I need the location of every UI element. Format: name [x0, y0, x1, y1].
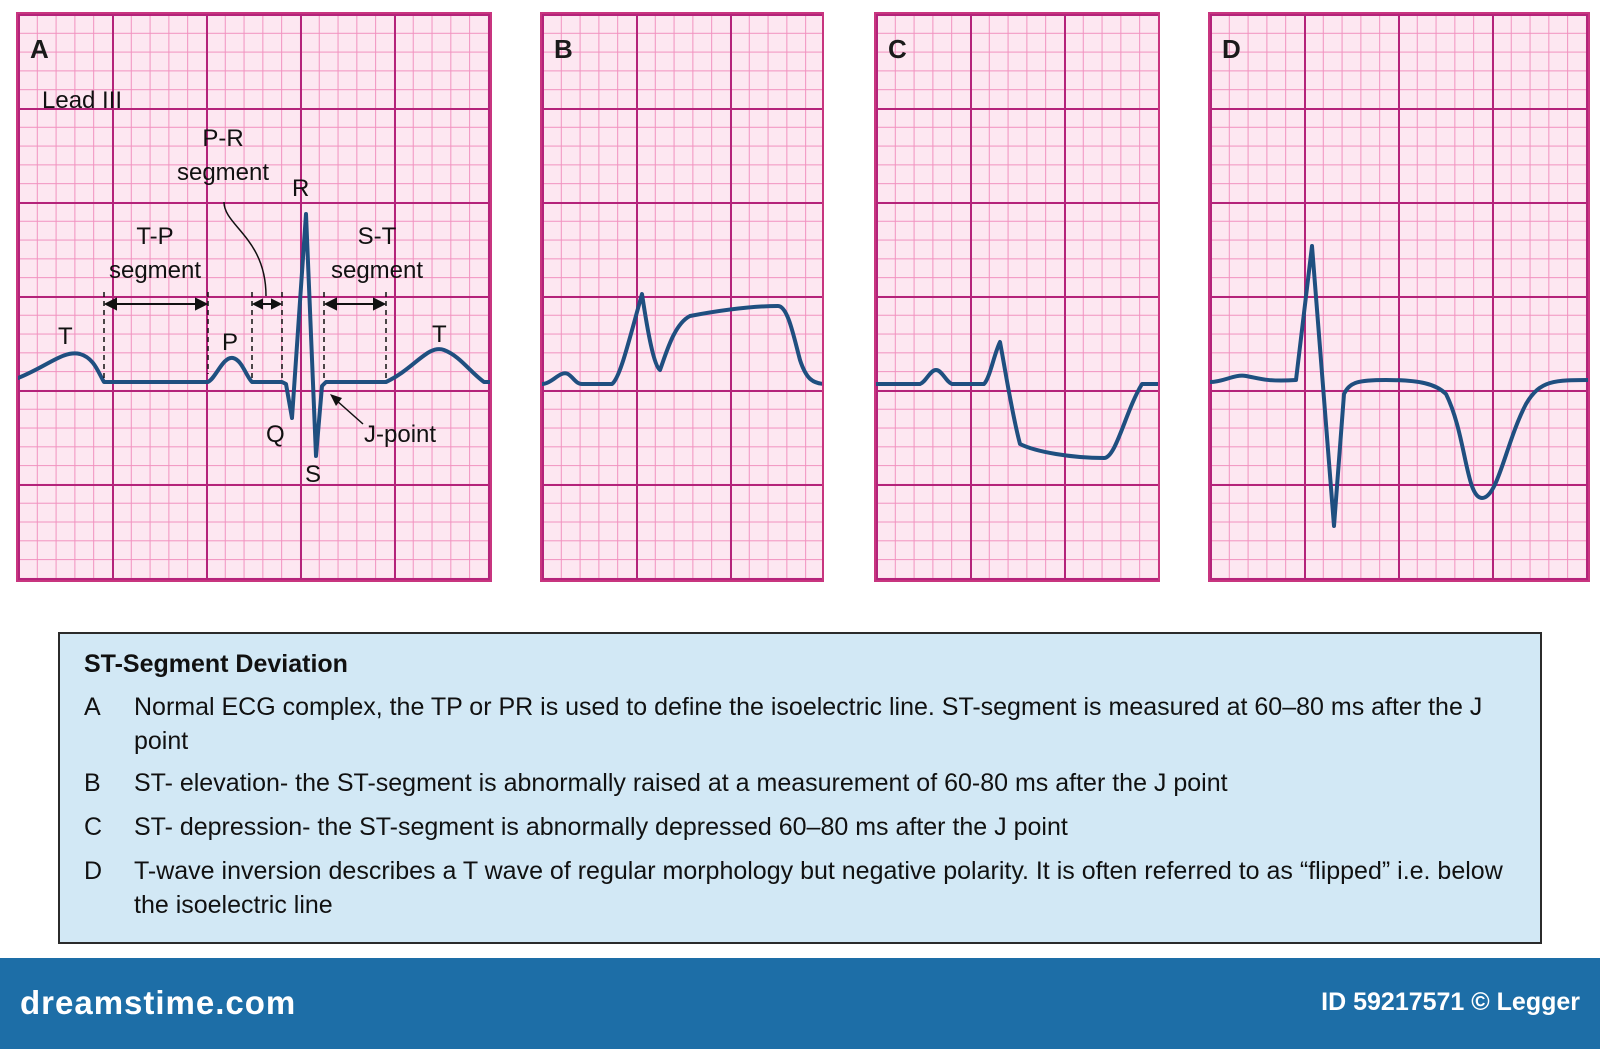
caption-box: [58, 632, 1542, 944]
ecg-trace-b: [542, 294, 824, 384]
caption-item-text: ST- elevation- the ST-segment is abnormally raised at a measurement of 60-80 ms after the J point: [134, 769, 1228, 797]
footer-bar: [0, 958, 1600, 1049]
caption-item-key: B: [84, 769, 101, 797]
tp-segment-label-line2: segment: [108, 257, 202, 284]
st-segment-label-line2: segment: [330, 257, 424, 284]
brand-logo: dreamstime.com: [20, 984, 297, 1021]
ecg-panel-d: [1208, 12, 1590, 582]
panel-letter-c: C: [888, 34, 907, 64]
ecg-trace-d-svg: [1210, 14, 1590, 582]
ecg-trace-d: [1210, 246, 1590, 526]
q-wave-label: Q: [266, 421, 285, 448]
caption-item-key: C: [84, 813, 103, 841]
caption-item-key: D: [84, 857, 103, 885]
ecg-trace-c-svg: [876, 14, 1160, 582]
panel-letter-b: B: [554, 34, 573, 64]
caption-item-text: Normal ECG complex, the TP or PR is used to define the isoelectric line. ST-segment is measured at 60–80 ms after the J point: [134, 693, 1483, 755]
st-segment-label-line1: S-T: [357, 223, 397, 250]
caption-item-text: ST- depression- the ST-segment is abnormally depressed 60–80 ms after the J point: [134, 813, 1068, 841]
j-point-label: J-point: [364, 421, 437, 448]
ecg-trace-c: [876, 342, 1160, 458]
s-wave-label: S: [305, 461, 322, 488]
ecg-panel-c: [874, 12, 1160, 582]
t-wave-label-right: T: [432, 321, 447, 348]
panel-letter-d: D: [1222, 34, 1241, 64]
segment-arrows-a: [106, 299, 384, 309]
ecg-panel-a: [16, 12, 492, 582]
lead-label: Lead III: [42, 87, 123, 114]
pr-segment-label-line2: segment: [176, 159, 270, 186]
caption-item-key: A: [84, 693, 101, 721]
p-wave-label: P: [222, 329, 239, 356]
ecg-trace-b-svg: [542, 14, 824, 582]
image-credit: ID 59217571 © Legger: [1321, 988, 1580, 1016]
panel-letter-a: A: [30, 34, 49, 64]
r-wave-label: R: [292, 175, 310, 202]
pr-leader-line: [224, 202, 266, 296]
ecg-panel-b: [540, 12, 824, 582]
tp-segment-label-line1: T-P: [136, 223, 174, 250]
pr-segment-label-line1: P-R: [202, 125, 244, 152]
j-point-arrow: [330, 394, 363, 424]
caption-title: ST-Segment Deviation: [84, 650, 348, 678]
caption-item-text: T-wave inversion describes a T wave of regular morphology but negative polarity. It is often referred to as “flipped” i.e. below the isoelectric line: [134, 857, 1503, 919]
t-wave-label-left: T: [58, 323, 73, 350]
